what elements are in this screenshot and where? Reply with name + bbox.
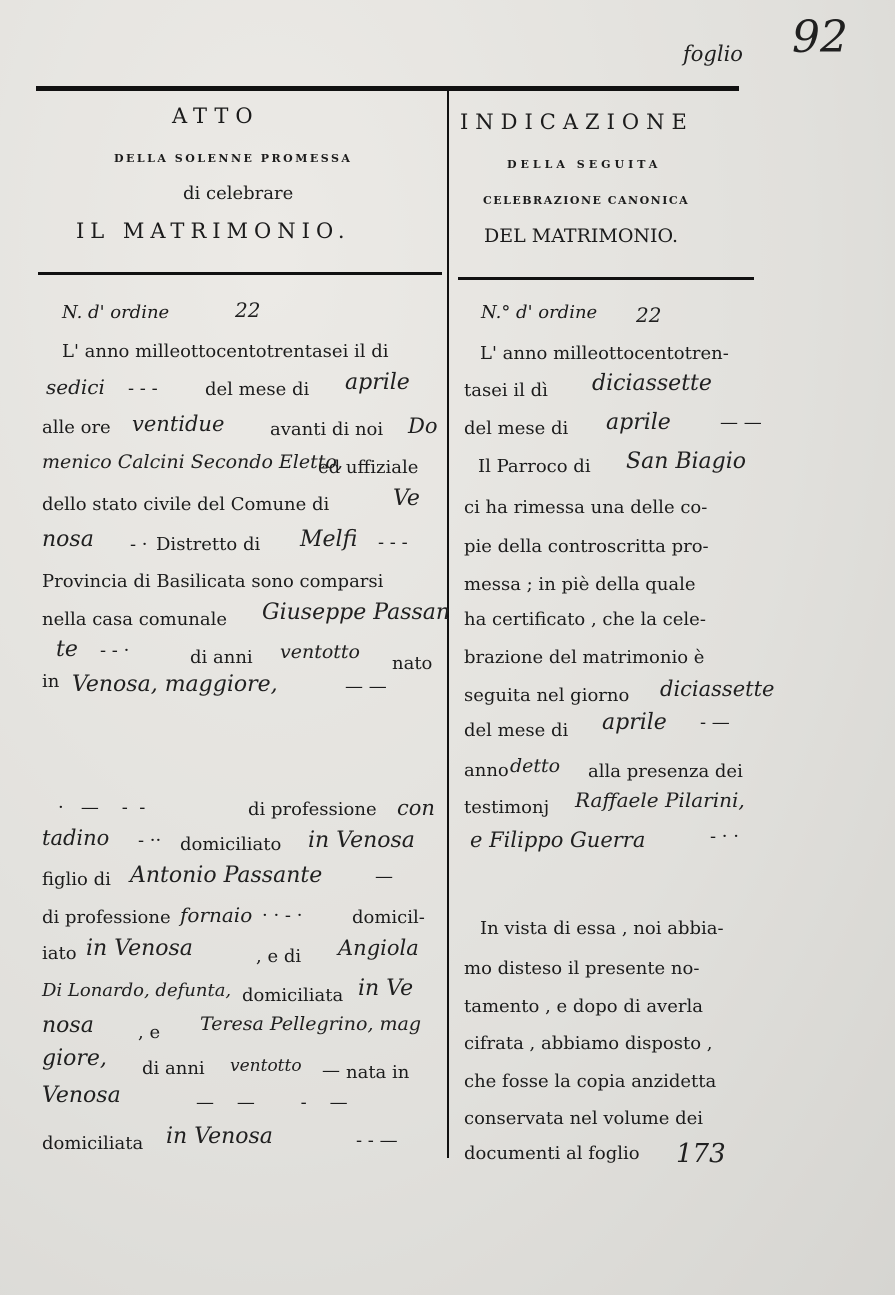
right-p-testimonj: testimonj: [464, 797, 550, 818]
right-l5: ci ha rimessa una delle co-: [464, 497, 708, 518]
left-p-prof-padre: di professione: [42, 907, 171, 928]
left-h-anni2: ventotto: [230, 1056, 302, 1076]
left-p-anni2: di anni: [142, 1058, 205, 1079]
right-h-parrocchia: San Biagio: [626, 449, 747, 474]
left-heading-line3: di celebrare: [183, 183, 294, 204]
right-h-giorno2: diciassette: [660, 677, 775, 701]
left-h-madre2: Di Lonardo, defunta,: [42, 980, 232, 1001]
left-h-sposo1: Giuseppe Passan: [262, 600, 451, 625]
left-dash: · · - ·: [262, 905, 303, 926]
right-h-test1: Raffaele Pilarini,: [575, 788, 745, 812]
right-dash: — —: [720, 412, 762, 433]
right-l9: brazione del matrimonio è: [464, 647, 705, 668]
right-heading-line4: DEL MATRIMONIO.: [484, 225, 679, 247]
right-l14: In vista di essa , noi abbia-: [480, 918, 724, 939]
left-dash: —: [322, 1060, 340, 1081]
left-h-mese: aprile: [345, 370, 410, 395]
right-p-presenza: alla presenza dei: [588, 761, 743, 782]
right-dash: - · ·: [710, 826, 739, 847]
left-heading-title: ATTO: [172, 104, 260, 128]
left-h-prof2: tadino: [42, 826, 110, 850]
left-h-dom-madre2: nosa: [42, 1013, 94, 1038]
right-p-documenti: documenti al foglio: [464, 1143, 640, 1164]
right-ordine-label: N.° d' ordine: [481, 302, 598, 323]
left-h-distretto: Melfi: [300, 527, 358, 552]
left-h-comune1: Ve: [393, 486, 420, 511]
right-h-foglio: 173: [676, 1139, 726, 1169]
left-p-distretto: Distretto di: [156, 534, 261, 555]
left-dash: - ·: [130, 534, 148, 555]
left-h-dom-sposa: in Venosa: [166, 1124, 273, 1149]
left-h-ore: ventidue: [132, 412, 225, 436]
right-l7: messa ; in piè della quale: [464, 574, 696, 595]
left-line-anno: L' anno milleottocentotrentasei il di: [62, 341, 389, 362]
left-p-nato: nato: [392, 653, 433, 674]
left-p-provincia: Provincia di Basilicata sono comparsi: [42, 571, 384, 592]
left-p-e: , e: [138, 1022, 161, 1043]
left-h-giorno: sedici: [46, 375, 105, 399]
right-h-mese: aprile: [606, 410, 671, 435]
right-h-anno: detto: [510, 755, 561, 777]
left-h-madre1: Angiola: [338, 936, 419, 960]
right-heading-subtitle: DELLA SEGUITA: [507, 158, 662, 171]
left-dash: — —: [345, 676, 387, 697]
left-p-domiciliato: domiciliato: [180, 834, 282, 855]
left-p-in: in: [42, 671, 60, 692]
right-l8: ha certificato , che la cele-: [464, 609, 706, 630]
left-p-anni: di anni: [190, 647, 253, 668]
left-h-sposa2: giore,: [42, 1046, 107, 1071]
foglio-number: 92: [792, 12, 848, 63]
right-heading-title: INDICAZIONE: [460, 110, 694, 134]
left-dash: —: [375, 866, 393, 887]
right-h-mese2: aprile: [602, 710, 667, 735]
left-h-prof1: con: [397, 796, 435, 820]
left-dash: - - ·: [100, 640, 130, 661]
right-p-giorno: seguita nel giorno: [464, 685, 630, 706]
right-heading-line3: CELEBRAZIONE CANONICA: [483, 194, 690, 207]
left-h-sposo2: te: [56, 637, 78, 662]
left-dash: — — - —: [196, 1092, 348, 1113]
left-h-comune2: nosa: [42, 527, 94, 552]
left-p-ore: alle ore: [42, 417, 111, 438]
left-dash: · — - -: [58, 797, 146, 818]
right-l16: tamento , e dopo di averla: [464, 996, 703, 1017]
right-p-tasei: tasei il dì: [464, 380, 548, 401]
left-ordine-value: 22: [235, 298, 261, 322]
left-p-domiciliata2: domiciliata: [42, 1133, 144, 1154]
left-dash: - - —: [356, 1130, 398, 1151]
left-p-nata-in: nata in: [346, 1062, 410, 1083]
left-p-casa: nella casa comunale: [42, 609, 228, 630]
left-h-nata: Venosa: [42, 1083, 121, 1108]
right-heading-rule: [458, 277, 754, 280]
right-ordine-value: 22: [636, 303, 662, 327]
left-p-avanti: avanti di noi: [270, 419, 384, 440]
left-h-nome2: menico Calcini Secondo Eletto,: [42, 451, 343, 473]
left-dash: - - -: [378, 532, 408, 553]
left-p-uffiziale: ed uffiziale: [318, 457, 419, 478]
left-heading-subtitle: DELLA SOLENNE PROMESSA: [114, 152, 353, 165]
right-l1: L' anno milleottocentotren-: [480, 343, 729, 364]
foglio-label: foglio: [683, 42, 743, 66]
right-h-test2: e Filippo Guerra: [470, 828, 646, 852]
right-p-parroco: Il Parroco di: [478, 456, 591, 477]
left-p-stato: dello stato civile del Comune di: [42, 494, 330, 515]
left-p-figlio: figlio di: [42, 869, 111, 890]
left-p-professione: di professione: [248, 799, 377, 820]
right-p-mese2: del mese di: [464, 720, 569, 741]
left-h-dom-madre1: in Ve: [358, 976, 414, 1001]
right-l17: cifrata , abbiamo disposto ,: [464, 1033, 713, 1054]
left-h-nome1: Do: [408, 414, 438, 438]
right-p-anno: anno: [464, 760, 509, 781]
left-heading-rule: [38, 272, 442, 275]
left-h-padre: Antonio Passante: [130, 863, 323, 888]
left-h-dom: in Venosa: [308, 828, 415, 853]
left-p-iato: iato: [42, 943, 77, 964]
left-p-mese: del mese di: [205, 379, 310, 400]
right-dash: - —: [700, 712, 730, 733]
right-h-giorno: diciassette: [592, 371, 712, 396]
left-h-dom-padre: in Venosa: [86, 936, 193, 961]
left-h-nato: Venosa, maggiore,: [72, 672, 278, 697]
right-l19: conservata nel volume dei: [464, 1108, 704, 1129]
top-rule: [36, 86, 739, 91]
left-ordine-label: N. d' ordine: [62, 302, 170, 323]
left-p-domiciliata: domiciliata: [242, 985, 344, 1006]
right-l15: mo disteso il presente no-: [464, 958, 700, 979]
right-l18: che fosse la copia anzidetta: [464, 1071, 717, 1092]
left-dash: - ··: [138, 830, 162, 851]
left-p-domicil: domicil-: [352, 907, 425, 928]
left-dash: - - -: [128, 378, 158, 399]
left-h-sposa1: Teresa Pellegrino, mag: [200, 1013, 422, 1035]
left-h-anni: ventotto: [280, 641, 360, 663]
left-h-prof-padre: fornaio: [180, 903, 253, 927]
right-l6: pie della controscritta pro-: [464, 536, 709, 557]
right-p-mese: del mese di: [464, 418, 569, 439]
left-p-e-di: , e di: [256, 946, 302, 967]
left-heading-line4: IL MATRIMONIO.: [76, 219, 351, 243]
